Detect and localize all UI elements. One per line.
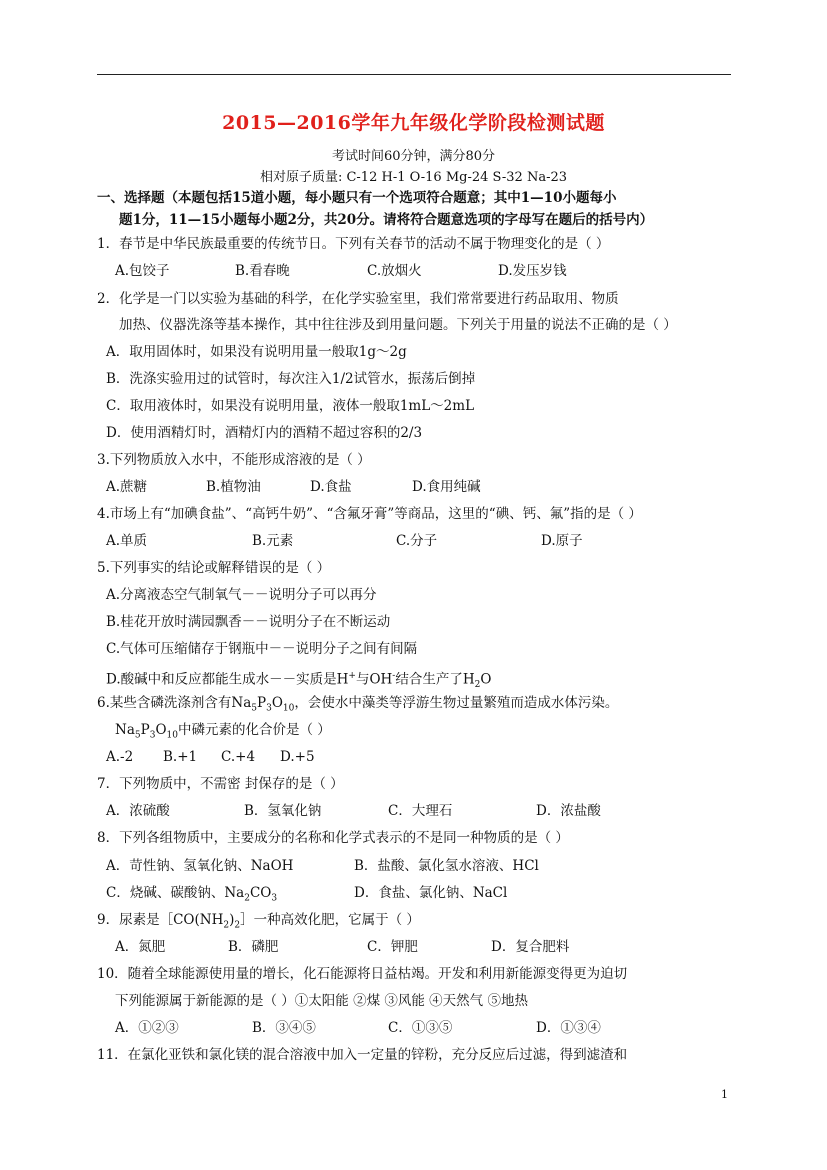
q6-text-p: P [256,695,267,711]
q2-option-c: C．取用液体时，如果没有说明用量，液体一般取1mL～2mL [106,398,475,414]
q6-l2-sub-2: 3 [149,730,156,741]
q6-stem-line1 [97,694,618,718]
q10-option-b: B．③④⑤ [252,1020,316,1036]
q5-option-d [106,667,491,694]
q9-sub-2: 2 [234,920,241,931]
q6-option-a: A.-2 [106,749,134,765]
page-number: 1 [721,1088,728,1101]
exam-time-info: 考试时间60分钟，满分80分 [331,149,496,164]
section-instructions-line1: 一、选择题（本题包括15道小题，每小题只有一个选项符合题意；其中1—10小题每小 [97,190,617,206]
q5-d-sub: 2 [474,680,481,691]
q5-option-c: C.气体可压缩储存于钢瓶中－－说明分子之间有间隔 [106,641,418,657]
q4-option-c: C.分子 [396,533,438,549]
q9-sub-1: 2 [223,920,230,931]
q9-option-a: A．氮肥 [115,939,166,955]
q3-option-a: A.蔗糖 [106,479,148,495]
q3-option-d: D.食用纯碱 [412,479,481,495]
q9-option-b: B．磷肥 [228,939,279,955]
q6-l2-o: O [155,722,167,738]
q2-option-a: A．取用固体时，如果没有说明用量一般取1g～2g [106,344,407,360]
q6-text-1: 6.某些含磷洗涤剂含有Na [97,695,252,711]
q6-l2-text: 中磷元素的化合价是（ ） [177,722,331,738]
q6-option-b: B.+1 [163,749,198,765]
q8-option-c [106,884,277,908]
q8-stem: 8．下列各组物质中，主要成分的名称和化学式表示的不是同一种物质的是（ ） [97,830,569,846]
q3-option-c: D.食盐 [310,479,352,495]
atomic-mass-info: 相对原子质量: C-12 H-1 O-16 Mg-24 S-32 Na-23 [259,170,568,185]
q9-text-2: ) [229,912,235,928]
q6-l2-p: P [140,722,150,738]
q3-stem: 3.下列物质放入水中，不能形成溶液的是（ ） [97,452,371,468]
q9-stem [97,911,420,935]
q8-option-a: A．苛性钠、氢氧化钠、NaOH [106,858,294,874]
q6-option-d: D.+5 [280,749,315,765]
q5-stem: 5.下列事实的结论或解释错误的是（ ） [97,560,331,576]
q5-d-text-3: 结合生产了H [395,671,475,688]
q1-option-c: C.放烟火 [367,263,422,279]
q9-option-d: D．复合肥料 [491,939,570,955]
q8-c-sub-2: 3 [271,893,278,904]
q5-d-text-2: 与OH [355,671,393,688]
q10-option-c: C．①③⑤ [388,1020,453,1036]
q5-d-text-1: D.酸碱中和反应都能生成水－－实质是H [106,671,349,688]
q1-option-b: B.看春晚 [235,263,290,279]
q5-d-text-4: O [480,671,492,688]
q1-option-d: D.发压岁钱 [498,263,567,279]
q8-option-b: B．盐酸、氯化氢水溶液、HCl [354,858,539,874]
q7-option-a: A．浓硫酸 [106,803,170,819]
q6-stem-line2 [115,721,331,745]
q6-text-o: O [271,695,283,711]
q5-d-sup-1: + [348,671,356,681]
q4-option-d: D.原子 [541,533,583,549]
q10-option-a: A．①②③ [115,1020,179,1036]
q6-sub-1: 5 [251,703,257,714]
q2-stem-line1: 2．化学是一门以实验为基础的科学，在化学实验室里，我们常常要进行药品取用、物质 [97,291,619,307]
q6-sub-3: 10 [282,703,295,714]
q2-stem-line2: 加热、仪器洗涤等基本操作，其中往往涉及到用量问题。下列关于用量的说法不正确的是（ ） [119,317,677,333]
q4-stem: 4.市场上有“加碘食盐”、“高钙牛奶”、“含氟牙膏”等商品，这里的“碘、钙、氟”指的是（ ） [97,506,642,522]
q5-option-a: A.分离液态空气制氧气－－说明分子可以再分 [106,587,377,603]
q8-c-text-2: CO [249,885,272,901]
q10-option-d: D．①③④ [536,1020,601,1036]
q10-stem-line2: 下列能源属于新能源的是（ ）①太阳能 ②煤 ③风能 ④天然气 ⑤地热 [115,993,528,1009]
q8-c-sub-1: 2 [244,893,250,904]
section-instructions-line2: 题1分，11—15小题每小题2分，共20分。请将符合题意选项的字母写在题后的括号内） [119,212,654,228]
q7-option-b: B．氢氧化钠 [244,803,322,819]
q6-text-2: ，会使水中藻类等浮游生物过量繁殖而造成水体污染。 [294,695,619,711]
q6-l2-sub-1: 5 [134,730,141,741]
q7-stem: 7．下列物质中，不需密 封保存的是（ ） [97,776,344,792]
q9-text-1: 9．尿素是［CO(NH [97,912,224,928]
q2-option-d: D．使用酒精灯时，酒精灯内的酒精不超过容积的2/3 [106,425,423,441]
q7-option-c: C．大理石 [388,803,453,819]
q9-text-3: ］一种高效化肥，它属于（ ） [240,912,420,928]
q5-d-sup-2: - [392,671,396,681]
q1-option-a: A.包饺子 [115,263,170,279]
q4-option-b: B.元素 [252,533,294,549]
q8-option-d: D．食盐、氯化钠、NaCl [354,885,508,901]
top-rule [97,74,731,75]
q8-c-text-1: C．烧碱、碳酸钠、Na [106,885,245,901]
q9-option-c: C．钾肥 [367,939,418,955]
q7-option-d: D．浓盐酸 [536,803,601,819]
q6-option-c: C.+4 [221,749,256,765]
q6-l2-sub-3: 10 [166,730,178,741]
q11-stem: 11．在氯化亚铁和氯化镁的混合溶液中加入一定量的锌粉，充分反应后过滤，得到滤渣和 [97,1047,628,1063]
q6-sub-2: 3 [266,703,272,714]
page-title: 2015—2016学年九年级化学阶段检测试题 [222,112,605,134]
q2-option-b: B．洗涤实验用过的试管时，每次注入1/2试管水，振荡后倒掉 [106,371,476,387]
q6-l2-na: Na [115,722,135,738]
q3-option-b: B.植物油 [206,479,261,495]
q5-option-b: B.桂花开放时满园飘香－－说明分子在不断运动 [106,614,391,630]
q4-option-a: A.单质 [106,533,148,549]
q10-stem-line1: 10．随着全球能源使用量的增长，化石能源将日益枯竭。开发和利用新能源变得更为迫切 [97,966,628,982]
q1-stem: 1．春节是中华民族最重要的传统节日。下列有关春节的活动不属于物理变化的是（ ） [97,236,610,252]
